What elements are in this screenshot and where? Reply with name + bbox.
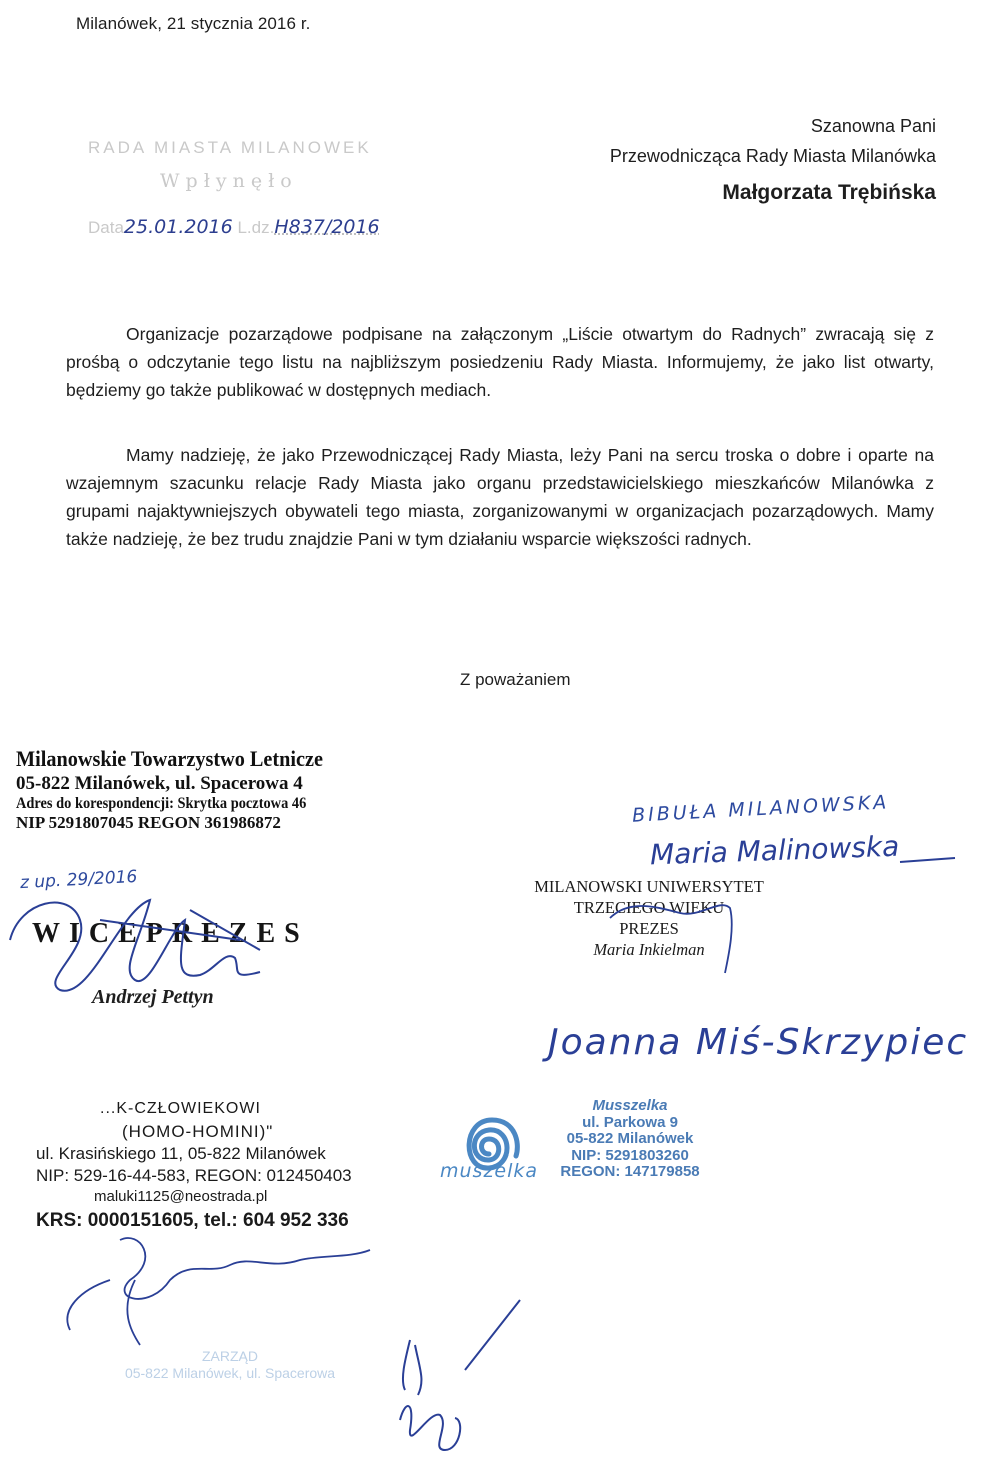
mutw-role: PREZES xyxy=(619,919,679,938)
musszelka-street: ul. Parkowa 9 xyxy=(582,1113,678,1131)
closing: Z poważaniem xyxy=(460,670,571,689)
bibula-signature-tail-icon xyxy=(900,850,960,870)
homo-ids: NIP: 529-16-44-583, REGON: 012450403 xyxy=(36,1166,352,1185)
stamp-date-value: 25.01.2016 xyxy=(123,216,233,238)
homo-krs: KRS: 0000151605, tel.: 604 952 336 xyxy=(36,1210,349,1231)
stamp-ldz-value: H837/2016 xyxy=(274,216,380,238)
mtl-correspondence: Adres do korespondencji: Skrytka pocztowa 46 xyxy=(16,795,307,812)
recipient-name: Małgorzata Trębińska xyxy=(722,181,936,204)
registration-stamp-title: RADA MIASTA MILANOWEK xyxy=(88,138,372,157)
mtl-name: Milanowskie Towarzystwo Letnicze xyxy=(16,746,323,771)
homo-line2: (HOMO-HOMINI)" xyxy=(122,1122,274,1141)
mtl-person: Andrzej Pettyn xyxy=(92,986,214,1008)
inkielman-signature-icon xyxy=(600,888,760,978)
mtl-role: WICEPREZES xyxy=(32,918,309,949)
pettyn-signature-icon xyxy=(0,880,320,1010)
homo-line1: ...K-CZŁOWIEKOWI xyxy=(100,1100,261,1117)
mutw-person: Maria Inkielman xyxy=(593,940,705,959)
body-paragraph-2 xyxy=(66,441,934,553)
mtl-stamp xyxy=(16,746,350,833)
mutw-line1: MILANOWSKI UNIWERSYTET xyxy=(534,877,764,896)
place-date: Milanówek, 21 stycznia 2016 r. xyxy=(76,14,311,33)
homo-email: maluki1125@neostrada.pl xyxy=(94,1188,268,1205)
musszelka-nip: NIP: 5291803260 xyxy=(571,1146,689,1164)
musszelka-name: Musszelka xyxy=(592,1097,668,1114)
mtl-address: 05-822 Milanówek, ul. Spacerowa 4 xyxy=(16,773,303,794)
musszelka-regon: REGON: 147179858 xyxy=(560,1163,700,1180)
handwritten-name-signature: Joanna Miś-Skrzypiec xyxy=(548,1022,969,1063)
stamp-ldz-label: L.dz. xyxy=(237,218,275,237)
bottom-stamp-line1: ZARZĄD xyxy=(202,1348,258,1364)
recipient-salutation: Szanowna Pani xyxy=(810,116,936,136)
registration-stamp-date-row xyxy=(88,216,380,238)
musszelka-logo-word: muszelka xyxy=(440,1160,539,1182)
musszelka-city: 05-822 Milanówek xyxy=(566,1130,694,1147)
bibula-handwritten: BIBUŁA MILANOWSKA xyxy=(631,791,890,827)
recipient-title: Przewodnicząca Rady Miasta Milanówka xyxy=(609,146,936,166)
homo-address: ul. Krasińskiego 11, 05-822 Milanówek xyxy=(36,1144,326,1163)
mutw-line2: TRZECIEGO WIEKU xyxy=(573,898,725,917)
bottom-stamp xyxy=(70,1348,390,1382)
paragraph-1-text: Organizacje pozarządowe podpisane na załączonym „Liście otwartym do Radnych” zwracają się z prośbą o odczytanie tego listu na najbliższym posiedzeniu Rady Miasta. Informujemy, że jako list otwarty, będziemy go także publikować w dostępnych mediach. xyxy=(66,324,934,400)
stamp-date-label: Data xyxy=(88,218,124,237)
musszelka-stamp xyxy=(560,1098,700,1181)
bibula-signature: Maria Malinowska xyxy=(649,829,900,872)
bottom-stamp-line2: 05-822 Milanówek, ul. Spacerowa xyxy=(124,1365,336,1381)
homo-signature-icon xyxy=(60,1220,400,1350)
mtl-handwritten-note: z up. 29/2016 xyxy=(19,866,138,894)
paragraph-2-text: Mamy nadzieję, że jako Przewodniczącej Rady Miasta, leży Pani na sercu troska o dobre i oparte na wzajemnym szacunku relacje Rady Miasta jako organu przedstawicielskiego mieszkańców Milanówka z grupami najaktywniejszych obywateli tego miasta, zorganizowanymi w organizacjach pozarządowych. Mamy także nadzieję, że bez trudu znajdzie Pani w tym działaniu wsparcie większości radnych. xyxy=(66,445,934,549)
bottom-signature-icon xyxy=(370,1300,550,1470)
body-paragraph-1 xyxy=(66,320,934,404)
registration-stamp-received: Wpłynęło xyxy=(160,170,298,192)
mtl-ids: NIP 5291807045 REGON 361986872 xyxy=(16,813,281,832)
